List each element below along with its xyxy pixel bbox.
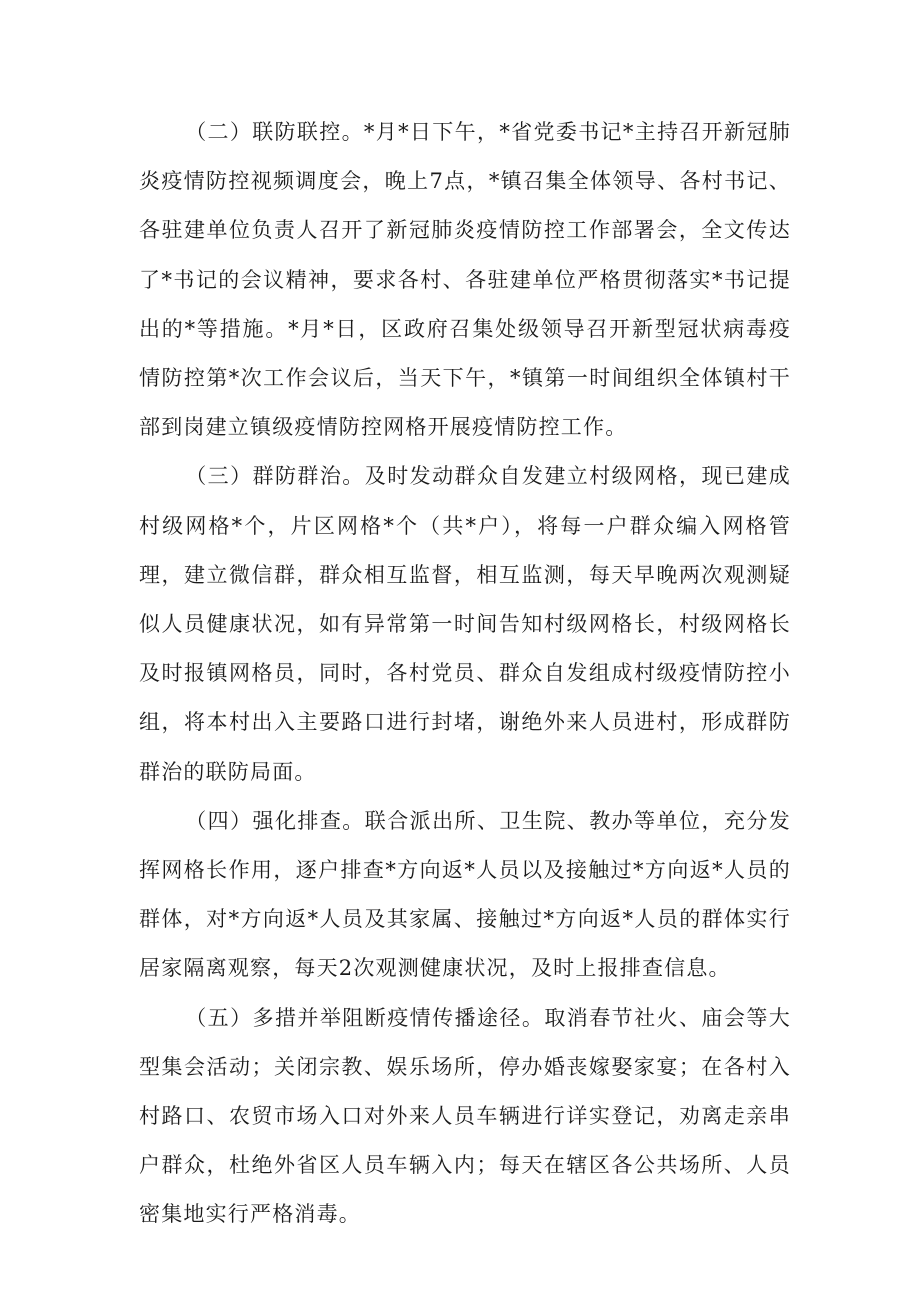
paragraph-block-transmission: （五）多措并举阻断疫情传播途径。取消春节社火、庙会等大型集会活动；关闭宗教、娱乐场所，停办婚丧嫁娶家宴；在各村入村路口、农贸市场入口对外来人员车辆进行详实登记，劝离走亲串户群众，杜绝外省区人员车辆入内；每天在辖区各公共场所、人员密集地实行严格消毒。 [139,1005,791,1227]
paragraph-mass-prevention: （三）群防群治。及时发动群众自发建立村级网格，现已建成村级网格*个，片区网格*个（共*户），将每一户群众编入网格管理，建立微信群，群众相互监督，相互监测，每天早晚两次观测疑似人员健康状况，如有异常第一时间告知村级网格长，村级网格长及时报镇网格员，同时，各村党员、群众自发组成村级疫情防控小组，将本村出入主要路口进行封堵，谢绝外来人员进村，形成群防群治的联防局面。 [139,464,791,784]
document-body [139,108,791,1240]
paragraph-screening: （四）强化排查。联合派出所、卫生院、教办等单位，充分发挥网格长作用，逐户排查*方向返*人员以及接触过*方向返*人员的群体，对*方向返*人员及其家属、接触过*方向返*人员的群体实行居家隔离观察，每天2次观测健康状况，及时上报排查信息。 [139,808,791,981]
paragraph-joint-prevention: （二）联防联控。*月*日下午，*省党委书记*主持召开新冠肺炎疫情防控视频调度会，晚上7点，*镇召集全体领导、各村书记、各驻建单位负责人召开了新冠肺炎疫情防控工作部署会，全文传达了*书记的会议精神，要求各村、各驻建单位严格贯彻落实*书记提出的*等措施。*月*日，区政府召集处级领导召开新型冠状病毒疫情防控第*次工作会议后，当天下午，*镇第一时间组织全体镇村干部到岗建立镇级疫情防控网格开展疫情防控工作。 [139,120,791,440]
